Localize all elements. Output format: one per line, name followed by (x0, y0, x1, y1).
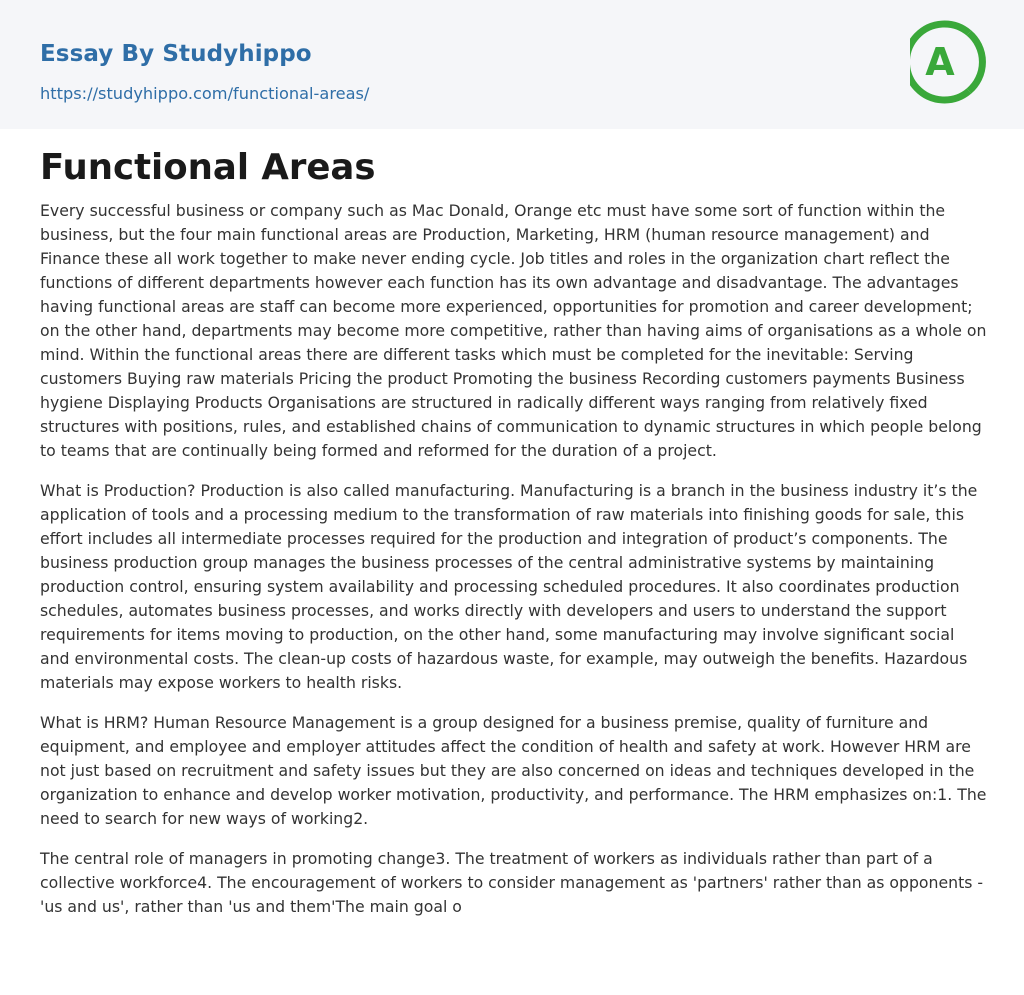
page-title: Functional Areas (40, 147, 376, 188)
site-header (0, 0, 1024, 129)
paragraph-4: The central role of managers in promoting change3. The treatment of workers as individuals rather than part of a collective workforce4. The encouragement of workers to consider management as 'partners' rather than as opponents - 'us and us', rather than 'us and them'The main goal o (40, 849, 984, 916)
paragraph-2: What is Production? Production is also called manufacturing. Manufacturing is a branch in the business industry it’s the application of tools and a processing medium to the transformation of raw materials into finishing goods for sale, this effort includes all intermediate processes required for the production and integration of product’s components. The business production group manages the business processes of the central administrative systems by maintaining production control, ensuring system availability and processing scheduled procedures. It also coordinates production schedules, automates business processes, and works directly with developers and users to understand the support requirements for items moving to production, on the other hand, some manufacturing may involve significant social and environmental costs. The clean-up costs of hazardous waste, for example, may outweigh the benefits. Hazardous materials may expose workers to health risks. (40, 481, 978, 692)
studyhippo-logo-icon[interactable] (910, 19, 986, 105)
article (40, 146, 988, 935)
logo-letter: A (925, 40, 955, 84)
site-brand[interactable]: Essay By Studyhippo (40, 41, 312, 67)
paragraph-3: What is HRM? Human Resource Management is a group designed for a business premise, quality of furniture and equipment, and employee and employer attitudes affect the condition of health and safety at work. However HRM are not just based on recruitment and safety issues but they are also concerned on ideas and techniques developed in the organization to enhance and develop worker motivation, productivity, and performance. The HRM emphasizes on:1. The need to search for new ways of working2. (40, 713, 987, 828)
source-url-link[interactable]: https://studyhippo.com/functional-areas/ (40, 84, 370, 103)
paragraph-1: Every successful business or company such as Mac Donald, Orange etc must have some sort of function within the business, but the four main functional areas are Production, Marketing, HRM (human resource management) and Finance these all work together to make never ending cycle. Job titles and roles in the organization chart reflect the functions of different departments however each function has its own advantage and disadvantage. The advantages having functional areas are staff can become more experienced, opportunities for promotion and career development; on the other hand, departments may become more competitive, rather than having aims of organisations as a whole on mind. Within the functional areas there are different tasks which must be completed for the inevitable: Serving customers Buying raw materials Pricing the product Promoting the business Recording customers payments Business hygiene Displaying Products Organisations are structured in radically different ways ranging from relatively fixed structures with positions, rules, and established chains of communication to dynamic structures in which people belong to teams that are continually being formed and reformed for the duration of a project. (40, 201, 987, 460)
